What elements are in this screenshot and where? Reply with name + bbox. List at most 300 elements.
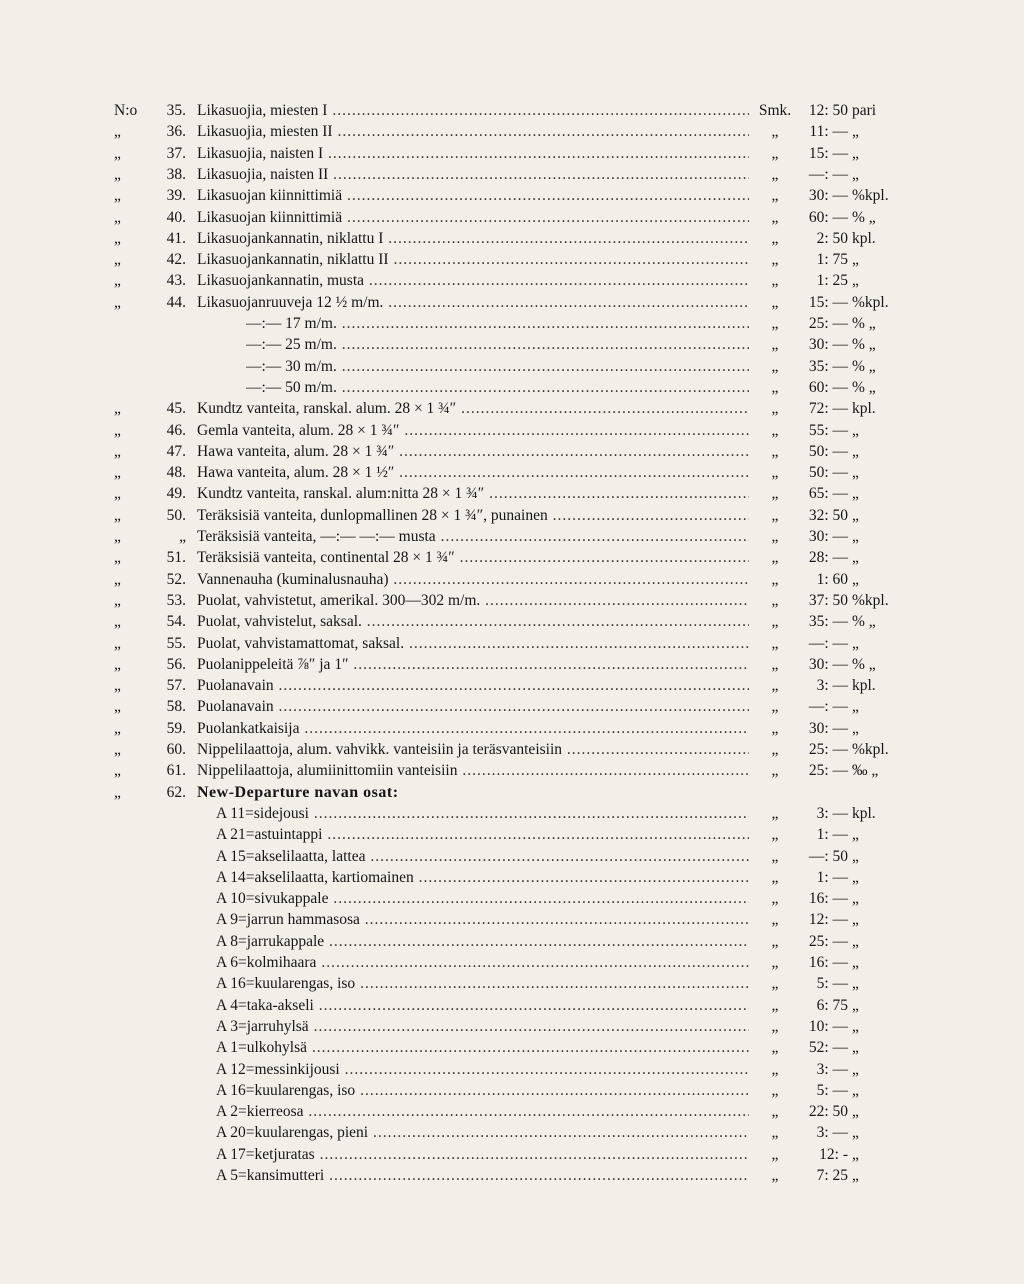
item-price: 30: —: [808, 187, 848, 204]
currency: „: [771, 507, 779, 524]
item-description: A 3=jarruhylsä .....: [216, 1016, 749, 1037]
price-row: [0, 462, 1024, 483]
currency: „: [771, 294, 779, 311]
currency: „: [771, 571, 779, 588]
item-unit: „: [852, 1061, 859, 1078]
price-row: [0, 973, 1024, 994]
item-description: Kundtz vanteita, ranskal. alum:nitta 28 × 1 ¾″ .....: [197, 483, 749, 504]
item-description: A 21=astuintappi .....: [216, 824, 749, 845]
item-description: A 9=jarrun hammasosa .....: [216, 909, 749, 930]
item-mark: „: [114, 294, 121, 311]
item-description: Gemla vanteita, alum. 28 × 1 ¾″ .....: [197, 420, 749, 441]
item-unit: „: [852, 123, 859, 140]
currency: „: [771, 805, 779, 822]
item-price: 30: —: [808, 336, 848, 353]
price-row: [0, 420, 1024, 441]
item-price: 72: —: [808, 400, 848, 417]
price-row: [0, 1059, 1024, 1080]
price-row: [0, 569, 1024, 590]
item-mark: „: [114, 123, 121, 140]
price-row: [0, 995, 1024, 1016]
item-price: 12: -: [819, 1146, 848, 1163]
item-unit: kpl.: [852, 400, 876, 417]
item-unit: % „: [852, 656, 876, 673]
item-description: A 16=kuularengas, iso .....: [216, 973, 749, 994]
currency: „: [771, 358, 779, 375]
item-description: A 2=kierreosa .....: [216, 1101, 749, 1122]
price-row: [0, 1101, 1024, 1122]
item-price: —: —: [808, 698, 848, 715]
currency: „: [771, 869, 779, 886]
item-number: 36.: [166, 123, 186, 140]
currency: „: [771, 464, 779, 481]
currency: „: [771, 422, 779, 439]
item-unit: %kpl.: [852, 294, 889, 311]
item-number: 39.: [166, 187, 186, 204]
item-price: 5: —: [816, 1082, 848, 1099]
item-number: 40.: [166, 209, 186, 226]
item-price: 25: —: [808, 315, 848, 332]
item-unit: pari: [852, 102, 877, 119]
item-description: Kundtz vanteita, ranskal. alum. 28 × 1 ¾″ .....: [197, 398, 749, 419]
price-row: [0, 718, 1024, 739]
currency: „: [771, 635, 779, 652]
price-row: [0, 1016, 1024, 1037]
price-row: [0, 1144, 1024, 1165]
item-mark: „: [114, 698, 121, 715]
currency: „: [771, 549, 779, 566]
item-unit: „: [852, 911, 859, 928]
price-row: [0, 824, 1024, 845]
currency: „: [771, 1167, 779, 1184]
item-unit: % „: [852, 358, 876, 375]
item-description: Likasuojan kiinnittimiä .....: [197, 207, 749, 228]
currency: „: [771, 677, 779, 694]
currency: „: [771, 251, 779, 268]
item-price: 7: 25: [816, 1167, 848, 1184]
item-description: Hawa vanteita, alum. 28 × 1 ½″ .....: [197, 462, 749, 483]
item-price: 12: —: [808, 911, 848, 928]
item-unit: „: [852, 507, 859, 524]
currency: „: [771, 698, 779, 715]
item-unit: „: [852, 443, 859, 460]
item-unit: % „: [852, 315, 876, 332]
item-price: 1: 75: [816, 251, 848, 268]
item-number: 61.: [166, 762, 186, 779]
item-number: 50.: [166, 507, 186, 524]
price-row: [0, 675, 1024, 696]
item-price: 1: —: [816, 869, 848, 886]
item-description: Likasuojia, naisten II .....: [197, 164, 749, 185]
item-mark: „: [114, 209, 121, 226]
item-number: 46.: [166, 422, 186, 439]
item-number: 56.: [166, 656, 186, 673]
item-mark: „: [114, 485, 121, 502]
item-description: A 1=ulkohylsä .....: [216, 1037, 749, 1058]
item-number: 54.: [166, 613, 186, 630]
item-unit: „: [852, 635, 859, 652]
item-unit: „: [852, 145, 859, 162]
price-row: [0, 547, 1024, 568]
price-row: [0, 611, 1024, 632]
currency: „: [771, 890, 779, 907]
item-description: New-Departure navan osat:: [197, 784, 399, 801]
item-unit: „: [852, 422, 859, 439]
item-unit: % „: [852, 613, 876, 630]
item-mark: „: [114, 720, 121, 737]
item-price: 60: —: [808, 379, 848, 396]
item-description: Nippelilaattoja, alumiinittomiin vanteisiin .....: [197, 760, 749, 781]
item-number: 37.: [166, 145, 186, 162]
item-number: 49.: [166, 485, 186, 502]
item-unit: „: [852, 166, 859, 183]
price-row: [0, 185, 1024, 206]
currency: „: [771, 272, 779, 289]
currency: „: [771, 1146, 779, 1163]
item-number: 35.: [166, 102, 186, 119]
item-price: 28: —: [808, 549, 848, 566]
item-description: Teräksisiä vanteita, —:— —:— musta .....: [197, 526, 749, 547]
item-price: 30: —: [808, 656, 848, 673]
item-unit: % „: [852, 209, 876, 226]
item-unit: „: [852, 549, 859, 566]
price-row: [0, 249, 1024, 270]
currency: „: [771, 166, 779, 183]
item-mark: „: [114, 635, 121, 652]
price-row: [0, 143, 1024, 164]
item-unit: „: [852, 954, 859, 971]
item-unit: „: [852, 1103, 859, 1120]
item-price: 30: —: [808, 720, 848, 737]
item-price: 60: —: [808, 209, 848, 226]
item-price: 25: —: [808, 762, 848, 779]
currency: „: [771, 848, 779, 865]
price-row: [0, 526, 1024, 547]
item-unit: kpl.: [852, 677, 876, 694]
item-description: Puolanavain .....: [197, 675, 749, 696]
currency: „: [771, 315, 779, 332]
currency: „: [771, 997, 779, 1014]
item-price: 10: —: [808, 1018, 848, 1035]
currency: „: [771, 933, 779, 950]
item-mark: „: [114, 784, 121, 801]
item-number: 60.: [166, 741, 186, 758]
item-price: 16: —: [808, 954, 848, 971]
item-price: 11: —: [809, 123, 848, 140]
item-price: 37: 50: [808, 592, 848, 609]
item-description: Puolankatkaisija .....: [197, 718, 749, 739]
item-price: 55: —: [808, 422, 848, 439]
currency: „: [771, 954, 779, 971]
item-description: A 15=akselilaatta, lattea .....: [216, 846, 749, 867]
item-number: 41.: [166, 230, 186, 247]
currency: Smk.: [758, 102, 792, 119]
item-price: 65: —: [808, 485, 848, 502]
item-description: A 17=ketjuratas .....: [216, 1144, 749, 1165]
item-price: 3: —: [816, 1061, 848, 1078]
currency: „: [771, 209, 779, 226]
item-price: 3: —: [816, 805, 848, 822]
currency: „: [771, 123, 779, 140]
item-description: Vannenauha (kuminalusnauha) .....: [197, 569, 749, 590]
item-mark: „: [114, 400, 121, 417]
item-unit: „: [852, 272, 859, 289]
item-number: 55.: [166, 635, 186, 652]
currency: „: [771, 1039, 779, 1056]
item-price: 1: 25: [816, 272, 848, 289]
item-number: 52.: [166, 571, 186, 588]
item-unit: „: [852, 975, 859, 992]
item-number: 42.: [166, 251, 186, 268]
item-unit: „: [852, 1124, 859, 1141]
item-price: 6: 75: [816, 997, 848, 1014]
currency: „: [771, 720, 779, 737]
item-description: Likasuojanruuveja 12 ½ m/m. .....: [197, 292, 749, 313]
price-row: [0, 803, 1024, 824]
item-unit: „: [852, 890, 859, 907]
item-description: Likasuojia, miesten II .....: [197, 121, 749, 142]
currency: „: [771, 762, 779, 779]
item-number: 51.: [166, 549, 186, 566]
item-description: Likasuojankannatin, musta .....: [197, 270, 749, 291]
item-price: 2: 50: [816, 230, 848, 247]
item-number: 59.: [166, 720, 186, 737]
item-unit: „: [852, 869, 859, 886]
price-row: [0, 1165, 1024, 1186]
item-price: —: 50: [808, 848, 848, 865]
item-mark: „: [114, 230, 121, 247]
item-unit: %kpl.: [852, 187, 889, 204]
item-mark: „: [114, 762, 121, 779]
item-price: —: —: [808, 635, 848, 652]
price-row: [0, 633, 1024, 654]
item-description: Puolat, vahvistetut, amerikal. 300—302 m/m. .....: [197, 590, 749, 611]
item-mark: „: [114, 656, 121, 673]
item-description: A 20=kuularengas, pieni .....: [216, 1122, 749, 1143]
currency: „: [771, 1103, 779, 1120]
item-price: 50: —: [808, 464, 848, 481]
price-row: [0, 1037, 1024, 1058]
item-unit: „: [852, 1082, 859, 1099]
price-row: [0, 121, 1024, 142]
item-mark: „: [114, 166, 121, 183]
price-row: [0, 739, 1024, 760]
item-price: 15: —: [808, 294, 848, 311]
item-unit: %kpl.: [852, 592, 889, 609]
item-description: Likasuojankannatin, niklattu I .....: [197, 228, 749, 249]
currency: „: [771, 187, 779, 204]
item-unit: % „: [852, 336, 876, 353]
price-row: [0, 846, 1024, 867]
item-mark: „: [114, 251, 121, 268]
item-mark: N:o: [114, 102, 138, 119]
item-description: Likasuojan kiinnittimiä .....: [197, 185, 749, 206]
price-row: [0, 100, 1024, 121]
item-number: „: [179, 528, 186, 545]
item-number: 43.: [166, 272, 186, 289]
item-unit: „: [852, 1018, 859, 1035]
item-price: 50: —: [808, 443, 848, 460]
item-mark: „: [114, 613, 121, 630]
price-row: [0, 334, 1024, 355]
item-price: 30: —: [808, 528, 848, 545]
item-description: Likasuojia, miesten I .....: [197, 100, 749, 121]
item-mark: „: [114, 677, 121, 694]
item-mark: „: [114, 145, 121, 162]
item-mark: „: [114, 741, 121, 758]
item-description: —:— 17 m/m. .....: [246, 313, 749, 334]
item-description: A 14=akselilaatta, kartiomainen .....: [216, 867, 749, 888]
item-number: 45.: [166, 400, 186, 417]
item-number: 48.: [166, 464, 186, 481]
item-mark: „: [114, 528, 121, 545]
price-row: [0, 228, 1024, 249]
currency: „: [771, 336, 779, 353]
currency: „: [771, 485, 779, 502]
price-row: [0, 270, 1024, 291]
item-unit: „: [852, 1167, 859, 1184]
item-unit: „: [852, 464, 859, 481]
currency: „: [771, 656, 779, 673]
item-mark: „: [114, 422, 121, 439]
item-number: 62.: [166, 784, 186, 801]
price-row: [0, 483, 1024, 504]
item-price: 1: —: [816, 826, 848, 843]
currency: „: [771, 911, 779, 928]
item-unit: „: [852, 251, 859, 268]
price-row: [0, 398, 1024, 419]
price-row: [0, 356, 1024, 377]
price-row: [0, 164, 1024, 185]
currency: „: [771, 1124, 779, 1141]
item-mark: „: [114, 443, 121, 460]
item-unit: „: [852, 485, 859, 502]
currency: „: [771, 741, 779, 758]
item-unit: %kpl.: [852, 741, 889, 758]
item-number: 47.: [166, 443, 186, 460]
item-description: A 6=kolmihaara .....: [216, 952, 749, 973]
item-unit: „: [852, 848, 859, 865]
item-description: Likasuojia, naisten I .....: [197, 143, 749, 164]
currency: „: [771, 975, 779, 992]
item-price: 52: —: [808, 1039, 848, 1056]
item-description: Teräksisiä vanteita, dunlopmallinen 28 × 1 ¾″, punainen .....: [197, 505, 749, 526]
item-description: Puolat, vahvistelut, saksal. .....: [197, 611, 749, 632]
price-row: [0, 377, 1024, 398]
price-row: [0, 931, 1024, 952]
item-number: 38.: [166, 166, 186, 183]
item-mark: „: [114, 187, 121, 204]
currency: „: [771, 443, 779, 460]
item-mark: „: [114, 592, 121, 609]
currency: „: [771, 592, 779, 609]
item-price: 3: —: [816, 1124, 848, 1141]
item-price: 16: —: [808, 890, 848, 907]
price-row: [0, 952, 1024, 973]
price-row: [0, 313, 1024, 334]
item-description: Puolanavain .....: [197, 696, 749, 717]
price-row: [0, 909, 1024, 930]
price-row: [0, 782, 1024, 803]
item-price: 22: 50: [808, 1103, 848, 1120]
item-mark: „: [114, 571, 121, 588]
currency: „: [771, 1082, 779, 1099]
price-row: [0, 1122, 1024, 1143]
item-description: Nippelilaattoja, alum. vahvikk. vanteisiin ja teräsvanteisiin .....: [197, 739, 749, 760]
item-price: 15: —: [808, 145, 848, 162]
item-mark: „: [114, 272, 121, 289]
price-row: [0, 292, 1024, 313]
item-unit: „: [852, 826, 859, 843]
item-unit: „: [852, 933, 859, 950]
item-description: Puolat, vahvistamattomat, saksal. .....: [197, 633, 749, 654]
item-price: 3: —: [816, 677, 848, 694]
item-description: A 5=kansimutteri .....: [216, 1165, 749, 1186]
currency: „: [771, 1018, 779, 1035]
price-row: [0, 590, 1024, 611]
item-description: A 4=taka-akseli .....: [216, 995, 749, 1016]
item-price: —: —: [808, 166, 848, 183]
currency: „: [771, 379, 779, 396]
price-row: [0, 867, 1024, 888]
item-description: A 10=sivukappale .....: [216, 888, 749, 909]
currency: „: [771, 230, 779, 247]
item-price: 1: 60: [816, 571, 848, 588]
item-number: 53.: [166, 592, 186, 609]
price-row: [0, 441, 1024, 462]
item-unit: „: [852, 1039, 859, 1056]
item-price: 25: —: [808, 933, 848, 950]
item-unit: „: [852, 1146, 859, 1163]
item-number: 58.: [166, 698, 186, 715]
currency: „: [771, 613, 779, 630]
item-price: 35: —: [808, 358, 848, 375]
price-row: [0, 654, 1024, 675]
item-mark: „: [114, 464, 121, 481]
item-description: —:— 50 m/m. .....: [246, 377, 749, 398]
item-description: A 11=sidejousi .....: [216, 803, 749, 824]
price-row: [0, 505, 1024, 526]
item-unit: ‰ „: [852, 762, 879, 779]
item-number: 57.: [166, 677, 186, 694]
item-description: A 16=kuularengas, iso .....: [216, 1080, 749, 1101]
item-description: Puolanippeleitä ⅞″ ja 1″ .....: [197, 654, 749, 675]
item-description: A 8=jarrukappale .....: [216, 931, 749, 952]
item-price: 12: 50: [808, 102, 848, 119]
item-price: 32: 50: [808, 507, 848, 524]
item-mark: „: [114, 507, 121, 524]
price-row: [0, 888, 1024, 909]
currency: „: [771, 528, 779, 545]
item-price: 35: —: [808, 613, 848, 630]
item-price: 5: —: [816, 975, 848, 992]
item-unit: kpl.: [852, 230, 876, 247]
item-unit: „: [852, 997, 859, 1014]
item-unit: „: [852, 720, 859, 737]
price-row: [0, 696, 1024, 717]
currency: „: [771, 826, 779, 843]
item-unit: „: [852, 571, 859, 588]
item-unit: kpl.: [852, 805, 876, 822]
item-description: Hawa vanteita, alum. 28 × 1 ¾″ .....: [197, 441, 749, 462]
item-unit: % „: [852, 379, 876, 396]
item-unit: „: [852, 698, 859, 715]
item-unit: „: [852, 528, 859, 545]
item-price: 25: —: [808, 741, 848, 758]
item-description: A 12=messinkijousi .....: [216, 1059, 749, 1080]
price-row: [0, 760, 1024, 781]
currency: „: [771, 145, 779, 162]
